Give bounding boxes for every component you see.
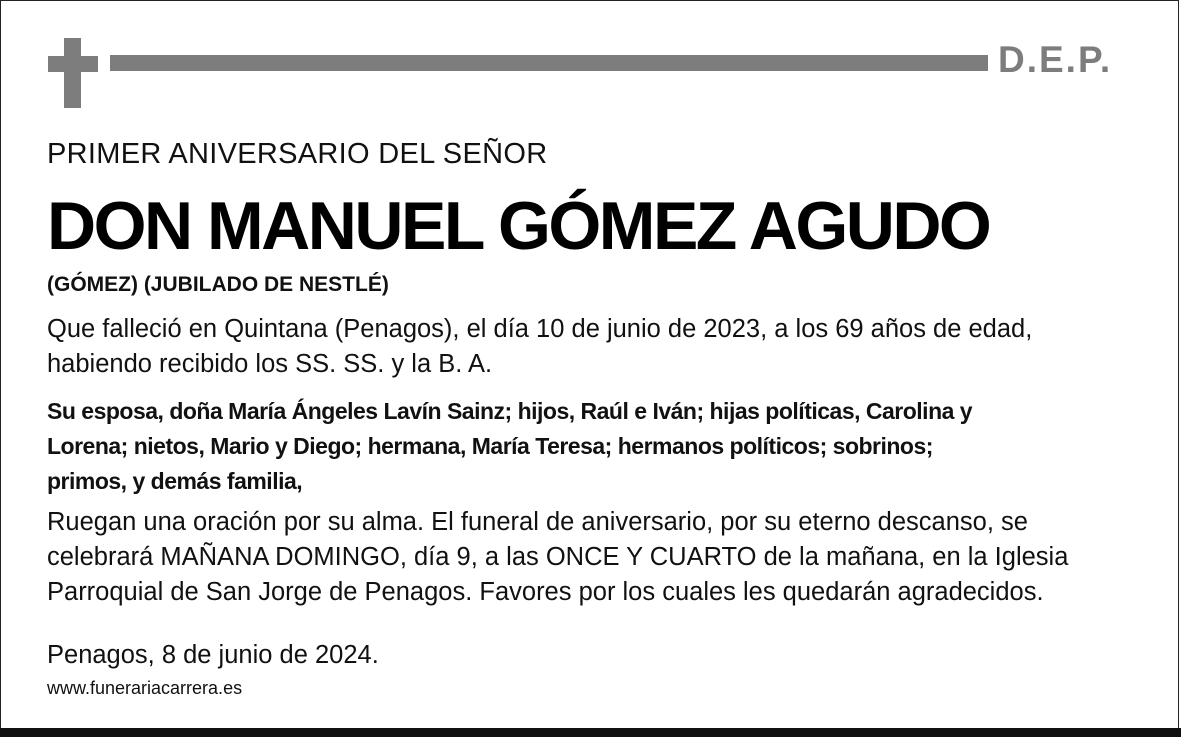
prayer-line: celebrará MAÑANA DOMINGO, día 9, a las ONCE Y CUARTO de la mañana, en la Iglesia [47,543,1069,571]
death-paragraph [47,312,1157,382]
prayer-line: Ruegan una oración por su alma. El funeral de aniversario, por su eterno descanso, se [47,508,1028,536]
notice-subtitle: PRIMER ANIVERSARIO DEL SEÑOR [47,138,548,170]
death-line: Que falleció en Quintana (Penagos), el día 10 de junio de 2023, a los 69 años de edad, [47,315,1033,343]
dep-mark: D.E.P. [998,39,1113,80]
place-date: Penagos, 8 de junio de 2024. [47,641,379,669]
family-line: Su esposa, doña María Ángeles Lavín Sainz; hijos, Raúl e Iván; hijas políticas, Carolina y [47,398,973,424]
family-line: primos, y demás familia, [47,468,303,494]
website-link[interactable]: www.funerariacarrera.es [47,678,243,698]
death-line: habiendo recibido los SS. SS. y la B. A. [47,350,493,378]
family-paragraph [47,394,1157,499]
header-rule [110,55,988,71]
bottom-rule [0,728,1181,737]
cross-icon [48,38,98,108]
deceased-nickname: (GÓMEZ) (JUBILADO DE NESTLÉ) [47,273,389,296]
deceased-name: DON MANUEL GÓMEZ AGUDO [47,188,990,264]
prayer-paragraph [47,505,1157,610]
family-line: Lorena; nietos, Mario y Diego; hermana, María Teresa; hermanos políticos; sobrinos; [47,433,933,459]
prayer-line: Parroquial de San Jorge de Penagos. Favores por los cuales les quedarán agradecidos. [47,578,1044,606]
